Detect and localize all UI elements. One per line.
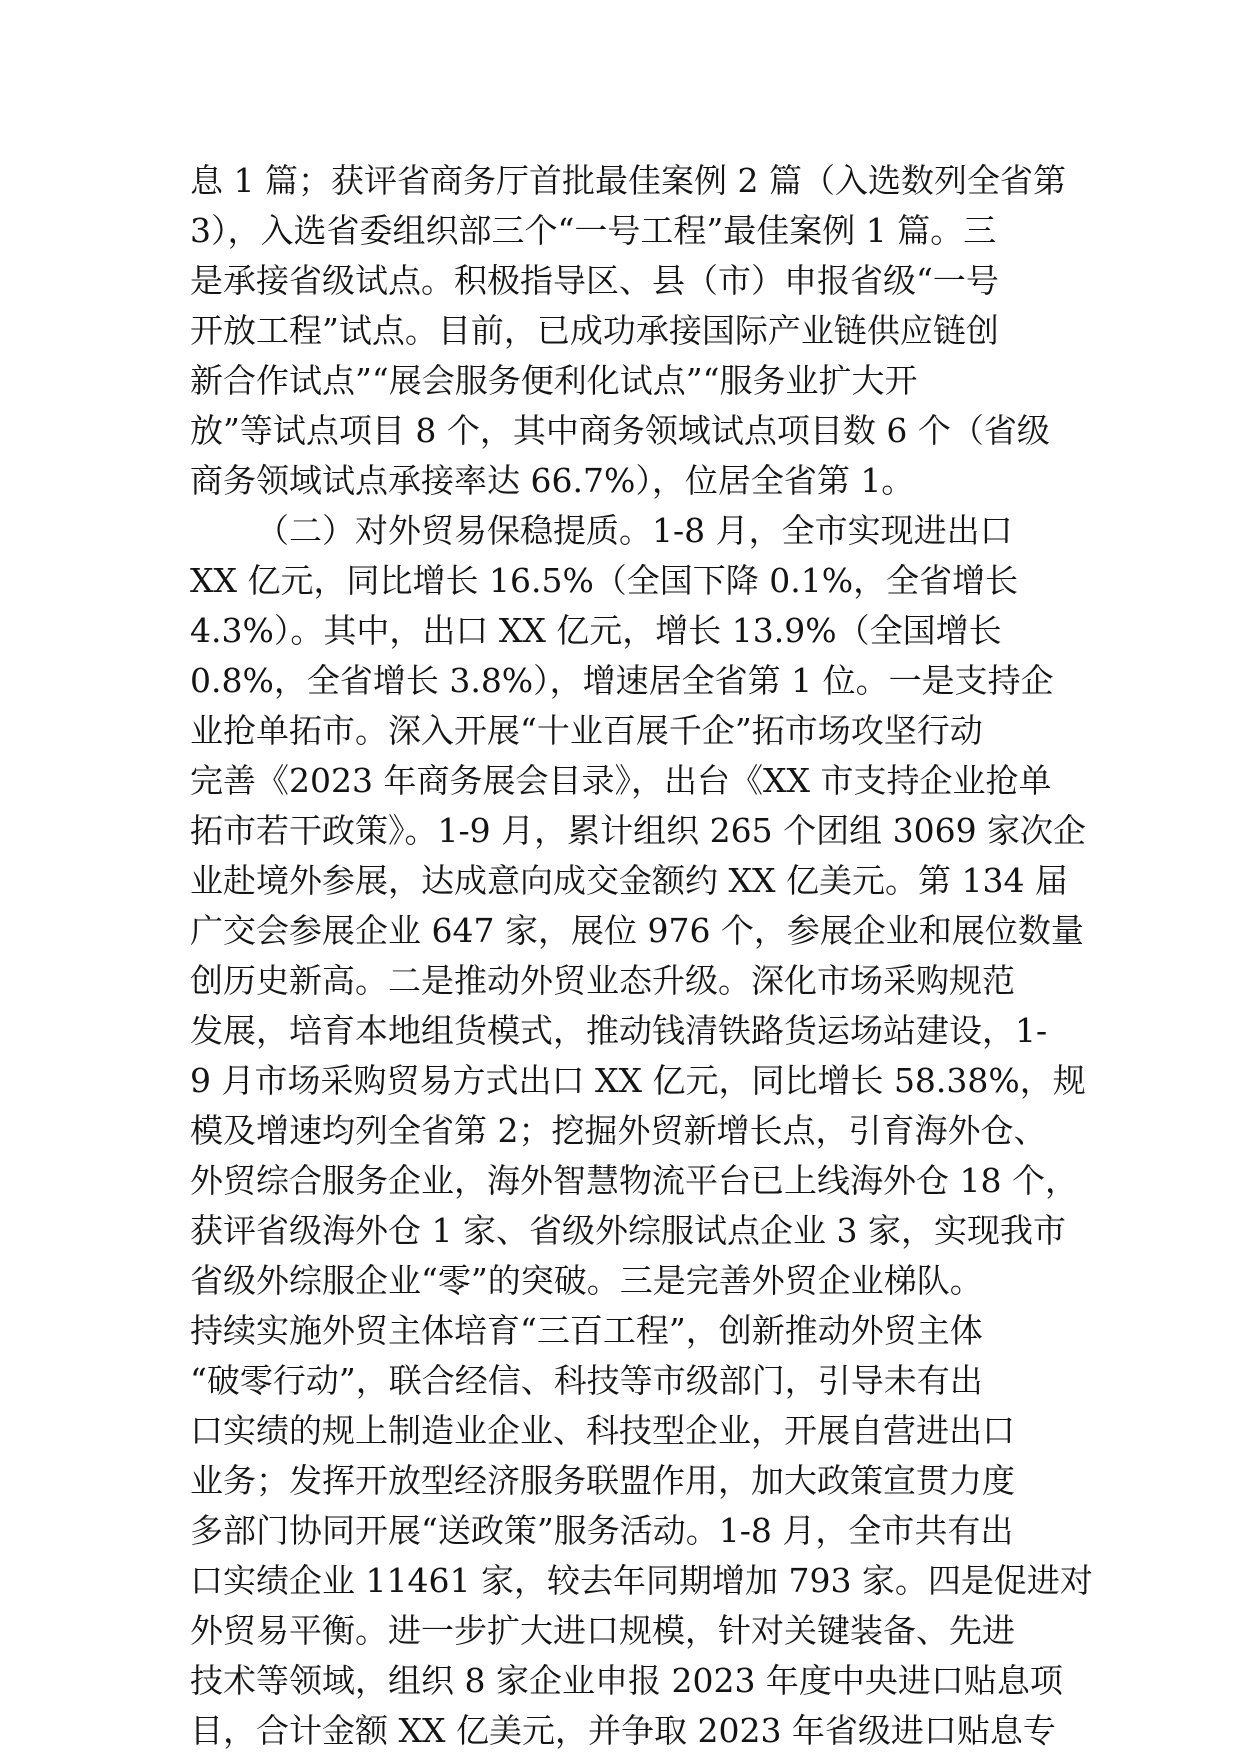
text-line: 省级外综服企业“零”的突破。三是完善外贸企业梯队。 xyxy=(190,1261,983,1300)
text-line: 获评省级海外仓 1 家、省级外综服试点企业 3 家，实现我市 xyxy=(190,1211,1066,1250)
text-line: 目，合计金额 XX 亿美元，并争取 2023 年省级进口贴息专 xyxy=(190,1711,1056,1750)
text-line: 放”等试点项目 8 个，其中商务领域试点项目数 6 个（省级 xyxy=(190,411,1050,450)
text-line: 持续实施外贸主体培育“三百工程”，创新推动外贸主体 xyxy=(190,1311,983,1350)
text-line: 口实绩企业 11461 家，较去年同期增加 793 家。四是促进对 xyxy=(190,1561,1093,1600)
text-line: “破零行动”，联合经信、科技等市级部门，引导未有出 xyxy=(190,1361,983,1400)
text-line: 拓市若干政策》。1-9 月，累计组织 265 个团组 3069 家次企 xyxy=(190,811,1087,850)
text-line: 技术等领域，组织 8 家企业申报 2023 年度中央进口贴息项 xyxy=(190,1661,1063,1700)
document-body xyxy=(190,156,1093,1756)
text-line: 息 1 篇；获评省商务厅首批最佳案例 2 篇（入选数列全省第 xyxy=(190,161,1066,200)
text-line: 发展，培育本地组货模式，推动钱清铁路货运场站建设，1- xyxy=(190,1011,1048,1050)
text-line: 业抢单拓市。深入开展“十业百展千企”拓市场攻坚行动 xyxy=(190,711,983,750)
text-line: 模及增速均列全省第 2；挖掘外贸新增长点，引育海外仓、 xyxy=(190,1111,1047,1150)
text-line: 完善《2023 年商务展会目录》，出台《XX 市支持企业抢单 xyxy=(190,761,1052,800)
text-line: 商务领域试点承接率达 66.7%），位居全省第 1。 xyxy=(190,461,915,500)
text-line: 是承接省级试点。积极指导区、县（市）申报省级“一号 xyxy=(190,261,999,300)
text-line: 外贸综合服务企业，海外智慧物流平台已上线海外仓 18 个， xyxy=(190,1161,1078,1200)
text-line: 口实绩的规上制造业企业、科技型企业，开展自营进出口 xyxy=(190,1411,1015,1450)
text-line: 9 月市场采购贸易方式出口 XX 亿元，同比增长 58.38%，规 xyxy=(190,1061,1086,1100)
section-heading-line: （二）对外贸易保稳提质。1-8 月，全市实现进出口 xyxy=(256,511,1013,550)
text-line: 创历史新高。二是推动外贸业态升级。深化市场采购规范 xyxy=(190,961,1015,1000)
text-line: 多部门协同开展“送政策”服务活动。1-8 月，全市共有出 xyxy=(190,1511,1014,1550)
text-line: 4.3%）。其中，出口 XX 亿元，增长 13.9%（全国增长 xyxy=(190,611,1002,650)
text-line: 广交会参展企业 647 家，展位 976 个，参展企业和展位数量 xyxy=(190,911,1084,950)
text-line: 业赴境外参展，达成意向成交金额约 XX 亿美元。第 134 届 xyxy=(190,861,1068,900)
text-line: 3），入选省委组织部三个“一号工程”最佳案例 1 篇。三 xyxy=(190,211,997,250)
text-line: XX 亿元，同比增长 16.5%（全国下降 0.1%，全省增长 xyxy=(190,561,1019,600)
text-line: 新合作试点”“展会服务便利化试点”“服务业扩大开 xyxy=(190,361,918,400)
text-line: 外贸易平衡。进一步扩大进口规模，针对关键装备、先进 xyxy=(190,1611,1015,1650)
text-line: 开放工程”试点。目前，已成功承接国际产业链供应链创 xyxy=(190,311,999,350)
text-line: 0.8%，全省增长 3.8%），增速居全省第 1 位。一是支持企 xyxy=(190,661,1054,700)
text-line: 业务；发挥开放型经济服务联盟作用，加大政策宣贯力度 xyxy=(190,1461,1015,1500)
